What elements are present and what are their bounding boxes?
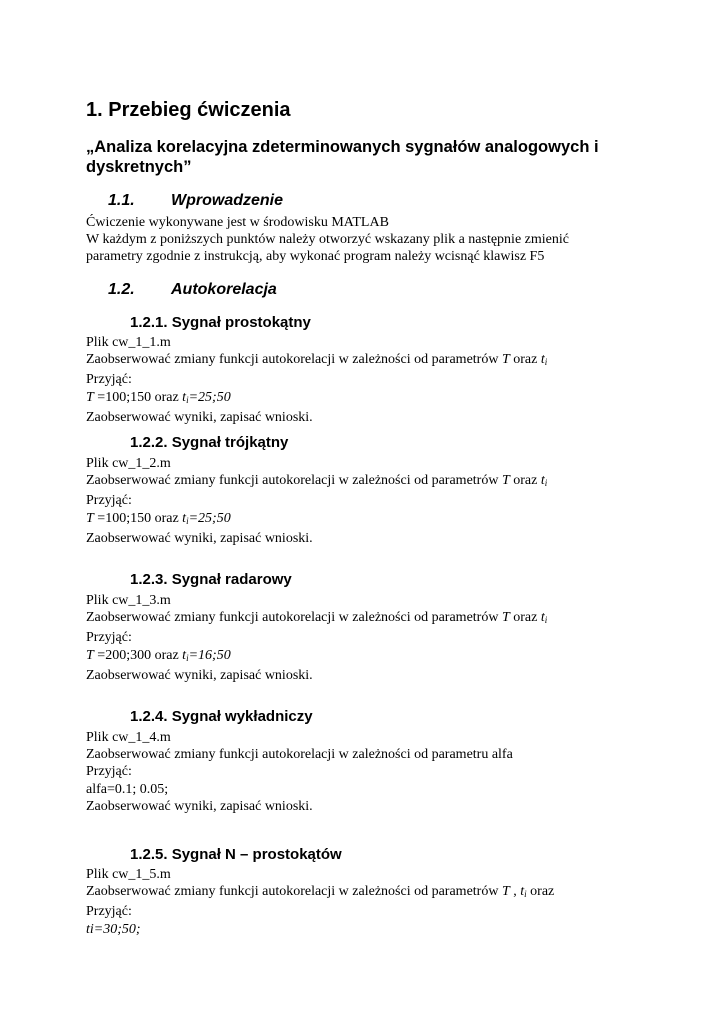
subsection-heading: 1.2.4. Sygnał wykładniczy xyxy=(130,708,313,725)
subsection-heading: 1.2.2. Sygnał trójkątny xyxy=(130,434,289,451)
subsection-body xyxy=(86,592,547,684)
instruction-line: Zaobserwować zmiany funkcji autokorelacji w zależności od parametrów T oraz $t_i$ xyxy=(86,473,548,489)
przyjac-label: Przyjąć: xyxy=(86,764,132,780)
conclusions-line: Zaobserwować wyniki, zapisać wnioski. xyxy=(86,667,313,683)
conclusions-line: Zaobserwować wyniki, zapisać wnioski. xyxy=(86,530,313,546)
instruction-line: Zaobserwować zmiany funkcji autokorelacji w zależności od parametrów T oraz $t_i$ xyxy=(86,352,548,368)
document-subtitle: „Analiza korelacyjna zdeterminowanych sygnałów analogowych i dyskretnych” xyxy=(86,138,599,176)
page-heading: 1. Przebieg ćwiczenia xyxy=(86,99,291,121)
przyjac-label: Przyjąć: xyxy=(86,904,132,920)
intro-line: W każdym z poniższych punktów należy otworzyć wskazany plik a następnie zmienić xyxy=(86,232,569,248)
section-number: 1.2. xyxy=(108,281,135,298)
subsection-body xyxy=(86,729,513,815)
subsection-body xyxy=(86,334,547,426)
file-name: Plik cw_1_1.m xyxy=(86,335,171,350)
intro-line: parametry zgodnie z instrukcją, aby wykonać program należy wcisnąć klawisz F5 xyxy=(86,249,545,265)
przyjac-label: Przyjąć: xyxy=(86,372,132,388)
file-name: Plik cw_1_2.m xyxy=(86,456,171,471)
section-title: Wprowadzenie xyxy=(171,192,284,209)
subsection-body xyxy=(86,455,547,547)
przyjac-label: Przyjąć: xyxy=(86,493,132,509)
file-name: Plik cw_1_3.m xyxy=(86,593,171,608)
instruction-line: Zaobserwować zmiany funkcji autokorelacji w zależności od parametrów T oraz $t_i$ xyxy=(86,610,548,626)
parameter-values: ti=30;50; xyxy=(86,921,141,937)
przyjac-label: Przyjąć: xyxy=(86,630,132,646)
instruction-line: Zaobserwować zmiany funkcji autokorelacji w zależności od parametru alfa xyxy=(86,747,513,763)
subsection-heading: 1.2.1. Sygnał prostokątny xyxy=(130,314,311,331)
subsection-body xyxy=(86,866,554,938)
file-name: Plik cw_1_5.m xyxy=(86,867,171,882)
section-number: 1.1. xyxy=(108,192,135,209)
parameter-values: T =100;150 oraz $t_i=25;50$ xyxy=(86,389,231,405)
intro-paragraph xyxy=(86,214,569,266)
file-name: Plik cw_1_4.m xyxy=(86,730,171,745)
instruction-line: Zaobserwować zmiany funkcji autokorelacji w zależności od parametrów T , $t_i$ oraz xyxy=(86,884,555,900)
conclusions-line: Zaobserwować wyniki, zapisać wnioski. xyxy=(86,409,313,425)
conclusions-line: Zaobserwować wyniki, zapisać wnioski. xyxy=(86,798,313,814)
parameter-values: alfa=0.1; 0.05; xyxy=(86,781,169,797)
subsection-heading: 1.2.5. Sygnał N – prostokątów xyxy=(130,846,342,863)
subsection-heading: 1.2.3. Sygnał radarowy xyxy=(130,571,292,588)
intro-line: Ćwiczenie wykonywane jest w środowisku MATLAB xyxy=(86,215,389,230)
parameter-values: T =200;300 oraz $t_i=16;50$ xyxy=(86,647,231,663)
parameter-values: T =100;150 oraz $t_i=25;50$ xyxy=(86,510,231,526)
section-title: Autokorelacja xyxy=(171,281,277,298)
